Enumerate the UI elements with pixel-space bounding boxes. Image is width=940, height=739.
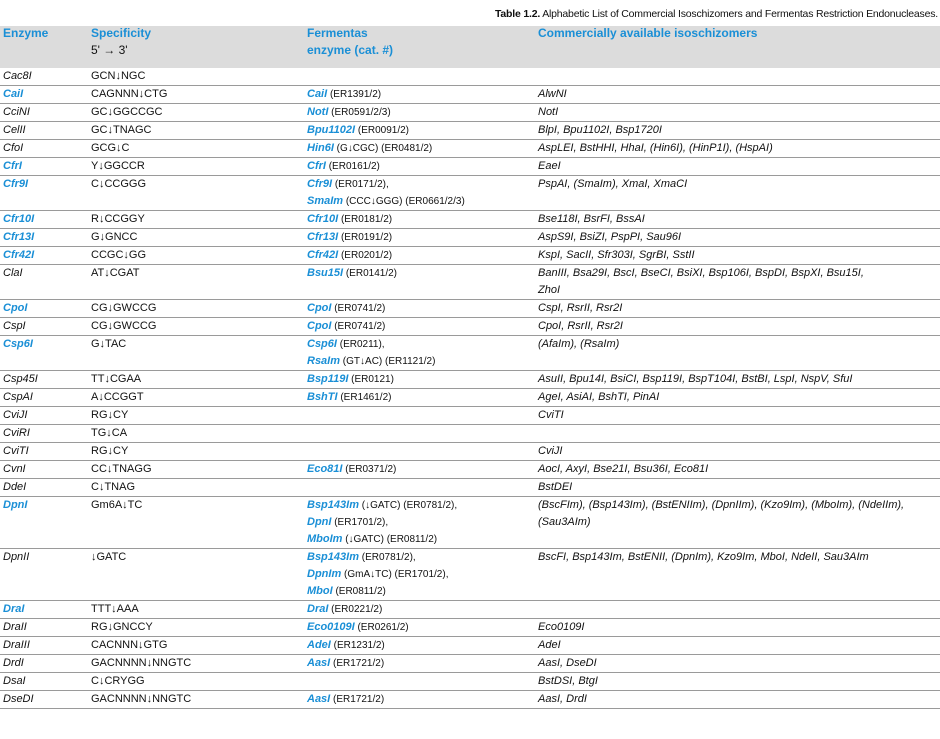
fermentas-entry: NotI (ER0591/2/3) bbox=[307, 106, 391, 118]
isoschizomer-entry: AdeI bbox=[538, 639, 561, 651]
enzyme-table bbox=[0, 68, 940, 709]
fermentas-cell bbox=[304, 300, 535, 318]
table-row bbox=[0, 86, 940, 104]
table-row bbox=[0, 300, 940, 318]
isoschizomer-entry: ZhoI bbox=[538, 284, 561, 296]
header-fermentas bbox=[307, 26, 393, 60]
isoschizomer-entry: AasI, DseDI bbox=[538, 657, 597, 669]
specificity-cell: C↓CCGGG bbox=[88, 176, 304, 211]
header-specificity bbox=[91, 26, 151, 60]
isoschizomer-entry: CspI, RsrII, Rsr2I bbox=[538, 302, 623, 314]
isoschizomer-entry: Eco0109I bbox=[538, 621, 585, 633]
isoschizomer-entry: PspAI, (SmaIm), XmaI, XmaCI bbox=[538, 178, 688, 190]
header-fermentas-title: Fermentas bbox=[307, 26, 368, 40]
enzyme-cell: DrdI bbox=[0, 655, 88, 673]
specificity-cell: Gm6A↓TC bbox=[88, 497, 304, 549]
isoschizomers-cell bbox=[535, 655, 940, 673]
table-row bbox=[0, 443, 940, 461]
fermentas-entry: AasI (ER1721/2) bbox=[307, 657, 385, 669]
isoschizomer-entry: AasI, DrdI bbox=[538, 693, 587, 705]
enzyme-cell: DraIII bbox=[0, 637, 88, 655]
isoschizomer-entry: CviJI bbox=[538, 445, 563, 457]
fermentas-cell bbox=[304, 655, 535, 673]
isoschizomer-entry: KspI, SacII, Sfr303I, SgrBI, SstII bbox=[538, 249, 695, 261]
specificity-cell: G↓GNCC bbox=[88, 229, 304, 247]
isoschizomers-cell bbox=[535, 86, 940, 104]
specificity-cell: ↓GATC bbox=[88, 549, 304, 601]
isoschizomers-cell bbox=[535, 549, 940, 601]
table-row bbox=[0, 122, 940, 140]
isoschizomer-entry: EaeI bbox=[538, 160, 561, 172]
table-row bbox=[0, 479, 940, 497]
enzyme-cell: CviTI bbox=[0, 443, 88, 461]
isoschizomers-cell bbox=[535, 229, 940, 247]
isoschizomers-cell bbox=[535, 619, 940, 637]
specificity-cell: GCG↓C bbox=[88, 140, 304, 158]
specificity-cell: GC↓TNAGC bbox=[88, 122, 304, 140]
isoschizomers-cell bbox=[535, 158, 940, 176]
specificity-cell: RG↓CY bbox=[88, 443, 304, 461]
table-row bbox=[0, 140, 940, 158]
enzyme-cell: CpoI bbox=[0, 300, 88, 318]
fermentas-cell bbox=[304, 389, 535, 407]
table-row bbox=[0, 655, 940, 673]
isoschizomers-cell bbox=[535, 691, 940, 709]
table-row bbox=[0, 68, 940, 86]
fermentas-entry: Cfr10I (ER0181/2) bbox=[307, 213, 393, 225]
fermentas-entry: CaiI (ER1391/2) bbox=[307, 88, 382, 100]
fermentas-cell bbox=[304, 104, 535, 122]
fermentas-entry: CpoI (ER0741/2) bbox=[307, 302, 386, 314]
table-row bbox=[0, 691, 940, 709]
isoschizomers-cell bbox=[535, 176, 940, 211]
isoschizomer-entry: AspLEI, BstHHI, HhaI, (Hin6I), (HinP1I), (HspAI) bbox=[538, 142, 773, 154]
fermentas-cell bbox=[304, 619, 535, 637]
isoschizomers-cell bbox=[535, 497, 940, 549]
enzyme-cell: CciNI bbox=[0, 104, 88, 122]
fermentas-entry: Bsp143Im (↓GATC) (ER0781/2), bbox=[307, 499, 458, 511]
isoschizomer-entry: BanIII, Bsa29I, BscI, BseCI, BsiXI, Bsp106I, BspDI, BspXI, Bsu15I, bbox=[538, 267, 864, 279]
fermentas-entry: SmaIm (CCC↓GGG) (ER0661/2/3) bbox=[307, 195, 465, 207]
fermentas-cell bbox=[304, 637, 535, 655]
isoschizomer-entry: CviTI bbox=[538, 409, 564, 421]
caption-text: Alphabetic List of Commercial Isoschizomers and Fermentas Restriction Endonucleases. bbox=[540, 8, 938, 20]
fermentas-entry: Bsp143Im (ER0781/2), bbox=[307, 551, 416, 563]
enzyme-cell: DdeI bbox=[0, 479, 88, 497]
fermentas-entry: Hin6I (G↓CGC) (ER0481/2) bbox=[307, 142, 433, 154]
table-row bbox=[0, 371, 940, 389]
isoschizomers-cell bbox=[535, 318, 940, 336]
specificity-cell: TG↓CA bbox=[88, 425, 304, 443]
table-row bbox=[0, 407, 940, 425]
table-row bbox=[0, 601, 940, 619]
table-row bbox=[0, 247, 940, 265]
fermentas-cell bbox=[304, 122, 535, 140]
specificity-cell: R↓CCGGY bbox=[88, 211, 304, 229]
table-row bbox=[0, 265, 940, 300]
fermentas-cell bbox=[304, 673, 535, 691]
table-row bbox=[0, 637, 940, 655]
enzyme-cell: Csp45I bbox=[0, 371, 88, 389]
enzyme-cell: Cfr9I bbox=[0, 176, 88, 211]
table-row bbox=[0, 104, 940, 122]
isoschizomers-cell bbox=[535, 68, 940, 86]
isoschizomer-entry: BstDEI bbox=[538, 481, 573, 493]
specificity-cell: TTT↓AAA bbox=[88, 601, 304, 619]
isoschizomers-cell bbox=[535, 265, 940, 300]
isoschizomer-entry: BlpI, Bpu1102I, Bsp1720I bbox=[538, 124, 662, 136]
enzyme-cell: Cfr10I bbox=[0, 211, 88, 229]
table-row bbox=[0, 549, 940, 601]
enzyme-cell: CspI bbox=[0, 318, 88, 336]
table-row bbox=[0, 389, 940, 407]
isoschizomers-cell bbox=[535, 211, 940, 229]
isoschizomer-entry: BstDSI, BtgI bbox=[538, 675, 598, 687]
table-row bbox=[0, 229, 940, 247]
fermentas-cell bbox=[304, 479, 535, 497]
specificity-cell: Y↓GGCCR bbox=[88, 158, 304, 176]
fermentas-entry: AdeI (ER1231/2) bbox=[307, 639, 385, 651]
isoschizomer-entry: AgeI, AsiAI, BshTI, PinAI bbox=[538, 391, 660, 403]
enzyme-cell: DsaI bbox=[0, 673, 88, 691]
fermentas-entry: Cfr9I (ER0171/2), bbox=[307, 178, 389, 190]
fermentas-entry: Bsu15I (ER0141/2) bbox=[307, 267, 397, 279]
table-row bbox=[0, 673, 940, 691]
isoschizomers-cell bbox=[535, 371, 940, 389]
table-row bbox=[0, 336, 940, 371]
table-row bbox=[0, 318, 940, 336]
fermentas-entry: Eco0109I (ER0261/2) bbox=[307, 621, 409, 633]
isoschizomer-entry: AspS9I, BsiZI, PspPI, Sau96I bbox=[538, 231, 682, 243]
isoschizomers-cell bbox=[535, 122, 940, 140]
fermentas-entry: Eco81I (ER0371/2) bbox=[307, 463, 397, 475]
caption-label: Table 1.2. bbox=[494, 8, 541, 20]
fermentas-cell bbox=[304, 425, 535, 443]
fermentas-cell bbox=[304, 158, 535, 176]
specificity-cell: C↓TNAG bbox=[88, 479, 304, 497]
enzyme-cell: Cfr13I bbox=[0, 229, 88, 247]
fermentas-cell bbox=[304, 691, 535, 709]
specificity-cell: C↓CRYGG bbox=[88, 673, 304, 691]
fermentas-cell bbox=[304, 68, 535, 86]
enzyme-cell: DpnI bbox=[0, 497, 88, 549]
specificity-cell: GACNNNN↓NNGTC bbox=[88, 655, 304, 673]
isoschizomer-entry: (Sau3AIm) bbox=[538, 516, 591, 528]
fermentas-entry: CpoI (ER0741/2) bbox=[307, 320, 386, 332]
specificity-cell: GCN↓NGC bbox=[91, 70, 146, 82]
enzyme-cell: CfrI bbox=[0, 158, 88, 176]
table-row bbox=[0, 461, 940, 479]
specificity-cell: RG↓CY bbox=[88, 407, 304, 425]
fermentas-cell bbox=[304, 265, 535, 300]
fermentas-entry: BshTI (ER1461/2) bbox=[307, 391, 392, 403]
header-specificity-sub: 5' → 3' bbox=[91, 43, 128, 57]
fermentas-cell bbox=[304, 140, 535, 158]
fermentas-entry: Bsp119I (ER0121) bbox=[307, 373, 394, 385]
fermentas-cell bbox=[304, 318, 535, 336]
fermentas-entry: MboIm (↓GATC) (ER0811/2) bbox=[307, 533, 438, 545]
specificity-cell: CG↓GWCCG bbox=[88, 300, 304, 318]
fermentas-entry: CfrI (ER0161/2) bbox=[307, 160, 380, 172]
isoschizomer-entry: NotI bbox=[538, 106, 559, 118]
isoschizomers-cell bbox=[535, 247, 940, 265]
isoschizomers-cell bbox=[535, 637, 940, 655]
table-body bbox=[0, 68, 940, 709]
fermentas-entry: AasI (ER1721/2) bbox=[307, 693, 385, 705]
fermentas-cell bbox=[304, 247, 535, 265]
enzyme-cell: CaiI bbox=[0, 86, 88, 104]
specificity-cell: A↓CCGGT bbox=[88, 389, 304, 407]
isoschizomers-cell bbox=[535, 461, 940, 479]
enzyme-cell: Cac8I bbox=[3, 70, 32, 82]
isoschizomers-cell bbox=[535, 443, 940, 461]
table-caption bbox=[495, 8, 938, 20]
isoschizomer-entry: BscFI, Bsp143Im, BstENII, (DpnIm), Kzo9Im, MboI, NdeII, Sau3AIm bbox=[538, 551, 869, 563]
isoschizomers-cell bbox=[535, 407, 940, 425]
table-row bbox=[0, 158, 940, 176]
specificity-cell: CACNNN↓GTG bbox=[88, 637, 304, 655]
specificity-cell: CAGNNN↓CTG bbox=[88, 86, 304, 104]
enzyme-cell: DraI bbox=[0, 601, 88, 619]
table-row bbox=[0, 425, 940, 443]
fermentas-cell bbox=[304, 461, 535, 479]
fermentas-cell bbox=[304, 443, 535, 461]
table-row bbox=[0, 497, 940, 549]
fermentas-entry: Cfr42I (ER0201/2) bbox=[307, 249, 393, 261]
isoschizomers-cell bbox=[535, 479, 940, 497]
specificity-cell: CC↓TNAGG bbox=[88, 461, 304, 479]
fermentas-entry: MboI (ER0811/2) bbox=[307, 585, 386, 597]
fermentas-cell bbox=[304, 371, 535, 389]
enzyme-cell: DseDI bbox=[0, 691, 88, 709]
fermentas-entry: DraI (ER0221/2) bbox=[307, 603, 383, 615]
isoschizomers-cell bbox=[535, 336, 940, 371]
header-isoschizomers: Commercially available isoschizomers bbox=[538, 26, 758, 40]
specificity-cell: G↓TAC bbox=[88, 336, 304, 371]
enzyme-cell: CspAI bbox=[0, 389, 88, 407]
enzyme-cell: Cfr42I bbox=[0, 247, 88, 265]
fermentas-entry: Csp6I (ER0211), bbox=[307, 338, 385, 350]
isoschizomer-entry: (BscFIm), (Bsp143Im), (BstENIIm), (DpnIIm), (Kzo9Im), (MboIm), (NdeIIm), bbox=[538, 499, 905, 511]
enzyme-cell: CvnI bbox=[0, 461, 88, 479]
enzyme-cell: CviJI bbox=[0, 407, 88, 425]
fermentas-cell bbox=[304, 229, 535, 247]
table-row bbox=[0, 176, 940, 211]
enzyme-cell: CfoI bbox=[0, 140, 88, 158]
enzyme-cell: DpnII bbox=[0, 549, 88, 601]
isoschizomer-entry: (AfaIm), (RsaIm) bbox=[538, 338, 620, 350]
isoschizomers-cell bbox=[535, 140, 940, 158]
isoschizomer-entry: AsuII, Bpu14I, BsiCI, Bsp119I, BspT104I, BstBI, LspI, NspV, SfuI bbox=[538, 373, 853, 385]
enzyme-cell: CviRI bbox=[0, 425, 88, 443]
isoschizomer-entry: Bse118I, BsrFI, BssAI bbox=[538, 213, 645, 225]
isoschizomers-cell bbox=[535, 104, 940, 122]
enzyme-cell: DraII bbox=[0, 619, 88, 637]
isoschizomers-cell bbox=[535, 673, 940, 691]
fermentas-cell bbox=[304, 407, 535, 425]
fermentas-cell bbox=[304, 336, 535, 371]
specificity-cell: GC↓GGCCGC bbox=[88, 104, 304, 122]
specificity-cell: GACNNNN↓NNGTC bbox=[88, 691, 304, 709]
table-row bbox=[0, 211, 940, 229]
table-row bbox=[0, 619, 940, 637]
header-specificity-title: Specificity bbox=[91, 26, 152, 40]
fermentas-cell bbox=[304, 176, 535, 211]
specificity-cell: CCGC↓GG bbox=[88, 247, 304, 265]
enzyme-cell: ClaI bbox=[0, 265, 88, 300]
fermentas-cell bbox=[304, 601, 535, 619]
isoschizomer-entry: CpoI, RsrII, Rsr2I bbox=[538, 320, 623, 332]
fermentas-cell bbox=[304, 549, 535, 601]
fermentas-entry: Cfr13I (ER0191/2) bbox=[307, 231, 393, 243]
enzyme-cell: CelII bbox=[0, 122, 88, 140]
isoschizomer-entry: AlwNI bbox=[538, 88, 567, 100]
fermentas-entry: DpnI (ER1701/2), bbox=[307, 516, 389, 528]
specificity-cell: CG↓GWCCG bbox=[88, 318, 304, 336]
isoschizomers-cell bbox=[535, 389, 940, 407]
header-enzyme: Enzyme bbox=[3, 26, 49, 40]
fermentas-entry: RsaIm (GT↓AC) (ER1121/2) bbox=[307, 355, 436, 367]
specificity-cell: RG↓GNCCY bbox=[88, 619, 304, 637]
fermentas-cell bbox=[304, 86, 535, 104]
isoschizomers-cell bbox=[535, 601, 940, 619]
isoschizomers-cell bbox=[535, 300, 940, 318]
fermentas-cell bbox=[304, 211, 535, 229]
fermentas-cell bbox=[304, 497, 535, 549]
table-header bbox=[0, 26, 940, 68]
isoschizomer-entry: AocI, AxyI, Bse21I, Bsu36I, Eco81I bbox=[538, 463, 709, 475]
fermentas-entry: Bpu1102I (ER0091/2) bbox=[307, 124, 410, 136]
specificity-cell: TT↓CGAA bbox=[88, 371, 304, 389]
specificity-cell: AT↓CGAT bbox=[88, 265, 304, 300]
fermentas-entry: DpnIm (GmA↓TC) (ER1701/2), bbox=[307, 568, 449, 580]
isoschizomers-cell bbox=[535, 425, 940, 443]
enzyme-cell: Csp6I bbox=[0, 336, 88, 371]
header-fermentas-sub: enzyme (cat. #) bbox=[307, 43, 394, 57]
